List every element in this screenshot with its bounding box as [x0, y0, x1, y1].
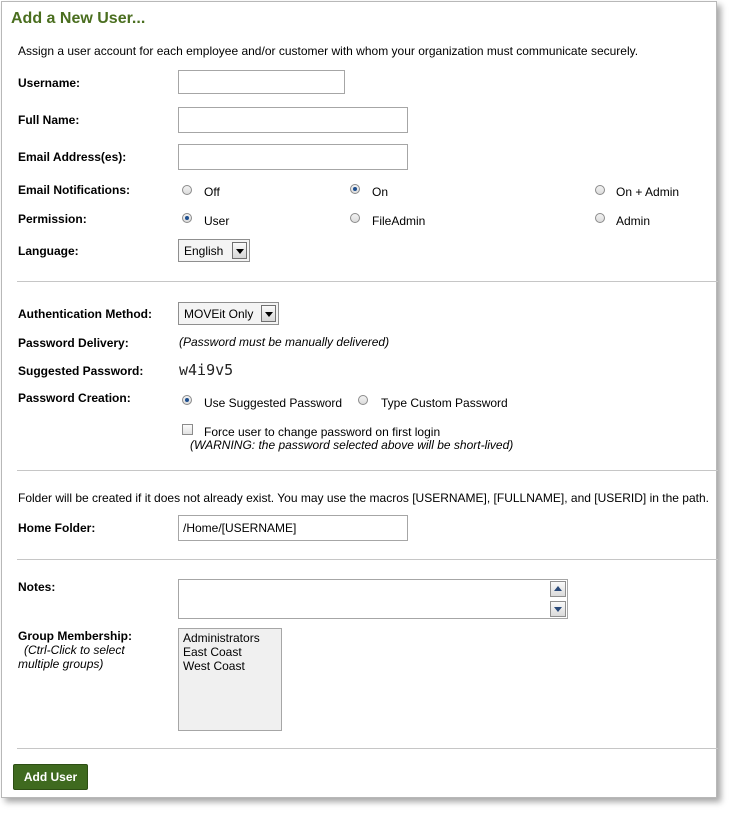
chevron-down-icon [232, 242, 247, 259]
notes-label: Notes: [18, 580, 56, 594]
full-name-label: Full Name: [18, 113, 80, 127]
type-custom-password-label: Type Custom Password [381, 396, 508, 410]
group-hint-line2: multiple groups) [18, 657, 104, 671]
home-folder-input[interactable] [178, 515, 408, 541]
password-warning: (WARNING: the password selected above will be short-lived) [190, 438, 514, 452]
auth-method-label: Authentication Method: [18, 307, 152, 321]
notify-off-radio[interactable] [182, 185, 192, 195]
force-change-password-label: Force user to change password on first login [204, 425, 441, 439]
full-name-input[interactable] [178, 107, 408, 133]
list-item[interactable]: West Coast [183, 659, 245, 673]
username-label: Username: [18, 76, 81, 90]
type-custom-password-radio[interactable] [358, 395, 368, 405]
intro-text: Assign a user account for each employee and/or customer with whom your organization must communicate securely. [18, 44, 639, 58]
permission-user-label: User [204, 214, 230, 228]
permission-fileadmin-radio[interactable] [350, 213, 360, 223]
list-item[interactable]: East Coast [183, 645, 242, 659]
permission-fileadmin-label: FileAdmin [372, 214, 426, 228]
username-input[interactable] [178, 70, 345, 94]
divider [17, 559, 718, 560]
group-listbox[interactable] [178, 628, 282, 731]
notify-on-admin-label: On + Admin [616, 185, 680, 199]
add-user-panel [1, 1, 717, 798]
notify-off-label: Off [204, 185, 220, 199]
password-creation-label: Password Creation: [18, 391, 131, 405]
add-user-button[interactable]: Add User [13, 764, 88, 790]
language-value: English [184, 244, 224, 258]
notify-on-radio[interactable] [350, 184, 360, 194]
group-hint-line1: (Ctrl-Click to select [24, 643, 125, 657]
email-label: Email Address(es): [18, 150, 127, 164]
scroll-down-icon[interactable] [550, 601, 566, 617]
permission-admin-radio[interactable] [595, 213, 605, 223]
group-membership-label: Group Membership: [18, 629, 133, 643]
home-folder-label: Home Folder: [18, 521, 96, 535]
page-title: Add a New User... [11, 10, 146, 27]
divider [17, 470, 718, 471]
chevron-down-icon [261, 305, 276, 322]
email-input[interactable] [178, 144, 408, 170]
password-delivery-label: Password Delivery: [18, 336, 129, 350]
permission-label: Permission: [18, 212, 87, 226]
use-suggested-password-label: Use Suggested Password [204, 396, 343, 410]
folder-note: Folder will be created if it does not already exist. You may use the macros [USERNAME], [FULLNAME], and [USERID] in the path. [18, 491, 709, 505]
use-suggested-password-radio[interactable] [182, 395, 192, 405]
scroll-up-icon[interactable] [550, 581, 566, 597]
language-label: Language: [18, 244, 79, 258]
permission-user-radio[interactable] [182, 213, 192, 223]
notify-on-label: On [372, 185, 389, 199]
language-select[interactable] [178, 239, 250, 262]
email-notifications-label: Email Notifications: [18, 183, 131, 197]
notify-on-admin-radio[interactable] [595, 185, 605, 195]
suggested-password-label: Suggested Password: [18, 364, 144, 378]
divider [17, 748, 718, 749]
auth-method-select[interactable] [178, 302, 279, 325]
auth-method-value: MOVEit Only [184, 307, 254, 321]
notes-textarea[interactable] [178, 579, 568, 619]
list-item[interactable]: Administrators [183, 631, 260, 645]
force-change-password-checkbox[interactable] [182, 424, 193, 435]
permission-admin-label: Admin [616, 214, 651, 228]
divider [17, 281, 718, 282]
suggested-password-value: w4i9v5 [179, 361, 234, 379]
password-delivery-value: (Password must be manually delivered) [179, 335, 390, 349]
